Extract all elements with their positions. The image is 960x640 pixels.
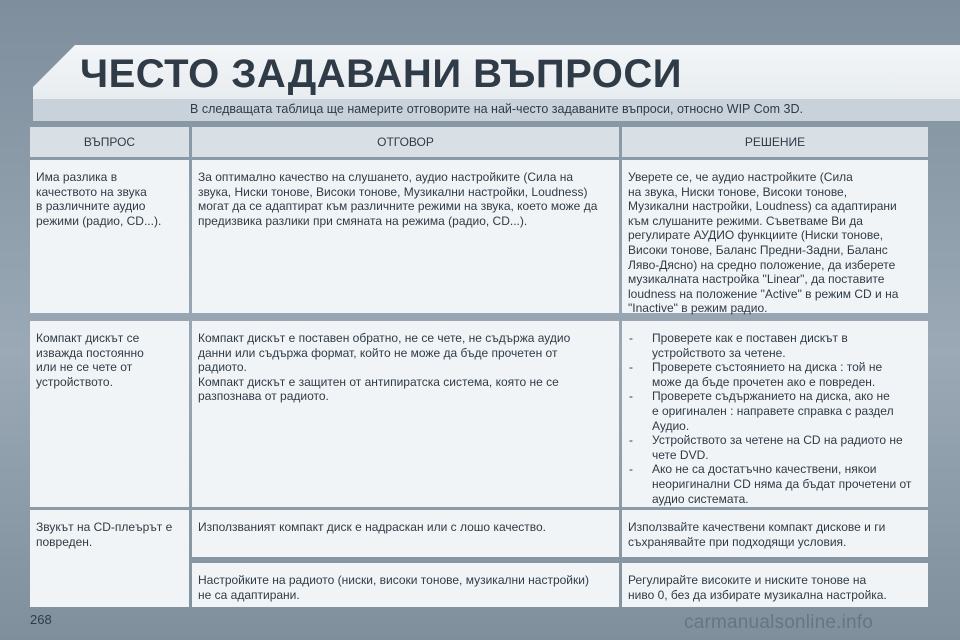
watermark: carmanualsonline.info	[684, 612, 874, 633]
table-row-3-solution	[622, 510, 928, 557]
table-row-1-question	[30, 160, 189, 313]
page-number: 268	[30, 612, 52, 627]
answer-text: За оптимално качество на слушането, аудио настройките (Сила на звука, Ниски тонове, Високи тонове, Музикални настройки, Loudness) могат да се адаптират към различните режими на звука, което може да предизвика разлики при смяната на режима (радио, CD...).	[198, 170, 598, 228]
solution-text: Регулирайте високите и ниските тонове на ниво 0, без да избирате музикална настройка.	[628, 573, 887, 602]
table-row-4-answer	[192, 563, 619, 607]
subtitle-bar	[33, 99, 960, 121]
table-row-2-answer	[192, 321, 619, 507]
table-row-2-solution	[622, 321, 928, 507]
question-text: Компакт дискът се изважда постоянно или не се чете от устройството.	[36, 331, 144, 389]
solution-list-item: - Устройството за четене на CD на радиото не чете DVD.	[628, 433, 922, 462]
table-row-3-question	[30, 510, 189, 607]
answer-text: Компакт дискът е поставен обратно, не се чете, не съдържа аудио данни или съдържа формат, който не може да бъде прочетен от радиото. Компакт дискът е защитен от антипиратска система, която не се разпознава от радиото.	[198, 331, 571, 404]
answer-text: Използваният компакт диск е надраскан или с лошо качество.	[198, 520, 547, 534]
answer-text: Настройките на радиото (ниски, високи тонове, музикални настройки) не са адаптирани.	[198, 573, 589, 602]
table-row-1-solution	[622, 160, 928, 316]
solution-list-item: - Проверете как е поставен дискът в устройството за четене.	[628, 331, 922, 360]
page-subtitle: В следващата таблица ще намерите отговорите на най-често задаваните въпроси, относно WIP Com 3D.	[190, 102, 803, 116]
question-text: Има разлика в качеството на звука в различните аудио режими (радио, CD...).	[36, 170, 162, 228]
header-question: ВЪПРОС	[30, 127, 189, 157]
solution-list-item: - Проверете състоянието на диска : той не може да бъде прочетен ако е повреден.	[628, 360, 922, 389]
table-row-4-solution	[622, 563, 928, 607]
solution-list-item: - Проверете съдържанието на диска, ако не е оригинален : направете справка с раздел Аудио.	[628, 389, 922, 433]
question-text: Звукът на CD-плеърът е повреден.	[36, 520, 173, 549]
solution-text: Използвайте качествени компакт дискове и ги съхранявайте при подходящи условия.	[628, 520, 886, 549]
header-solution: РЕШЕНИЕ	[622, 127, 928, 157]
table-row-1-answer	[192, 160, 619, 313]
solution-text: Уверете се, че аудио настройките (Сила на звука, Ниски тонове, Високи тонове, Музикални настройки, Loudness) са адаптирани към слушаните режими. Съветваме Ви да регулирате АУДИО функциите (Ниски тонове, Високи тонове, Баланс Предни-Задни, Баланс Ляво-Дясно) на средно положение, да изберете музикалната настройка "Linear", да поставите loudness на положение "Active" в режим CD и на "Inactive" в режим радио.	[628, 170, 899, 316]
solution-list	[628, 331, 922, 506]
table-row-2-question	[30, 321, 189, 507]
table-row-3-answer	[192, 510, 619, 557]
solution-list-item: - Ако не са достатъчно качествени, някои неоригинални CD няма да бъдат прочетени от аудио системата.	[628, 462, 922, 506]
page-title: ЧЕСТО ЗАДАВАНИ ВЪПРОСИ	[80, 52, 683, 96]
header-answer: ОТГОВОР	[192, 127, 619, 157]
